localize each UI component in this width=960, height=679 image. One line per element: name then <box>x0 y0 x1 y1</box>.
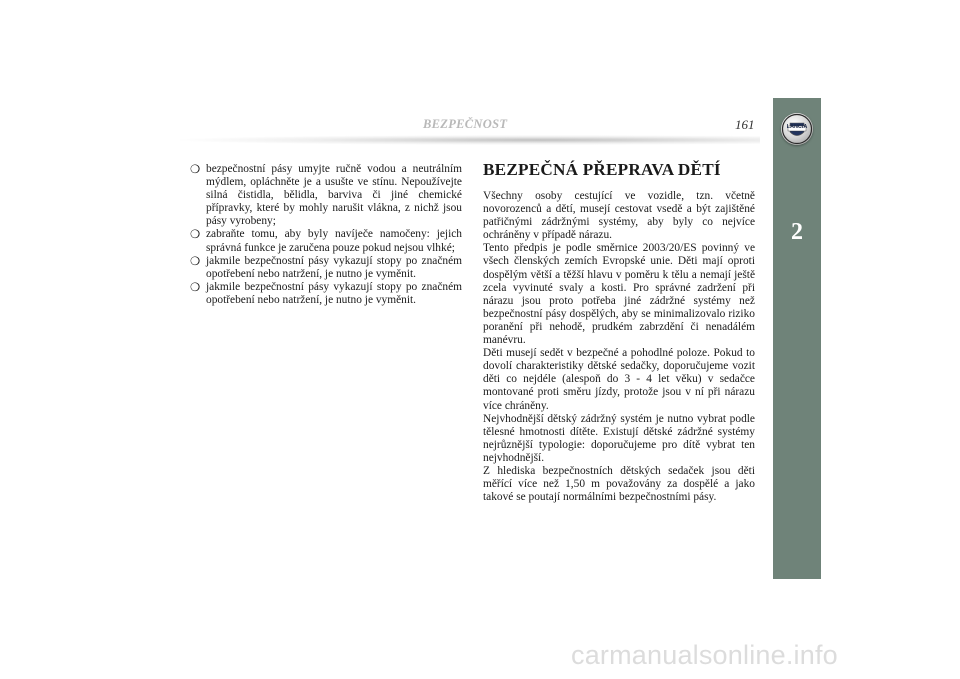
list-item-text: jakmile bezpečnostní pásy vykazují stopy po značném opotřebení nebo natržení, je nutno je vyměnit. <box>206 280 462 306</box>
list-item-text: jakmile bezpečnostní pásy vykazují stopy po značném opotřebení nebo natržení, je nutno je vyměnit. <box>206 254 462 280</box>
list-item <box>190 255 462 281</box>
list-item <box>190 163 462 228</box>
child-safety-section <box>483 160 755 504</box>
body-paragraph: Nejvhodnější dětský zádržný systém je nutno vybrat podle tělesné hmotnosti dítěte. Existují dětské zádržné systémy nejrůznější typologie: doporučujeme pro dítě vybrat ten nejvhodnější. <box>483 412 755 464</box>
circle-bullet-icon: ❍ <box>190 279 201 294</box>
body-paragraph: Tento předpis je podle směrnice 2003/20/ES povinný ve všech členských zemích Evropské unie. Děti mají oproti dospělým větší a těžší hlavu v poměru k tělu a nemají ještě zcela vyvinuté svaly a kosti. Pro správné zadržení při nárazu jsou proto potřeba jiné zádržné systémy než bezpečnostní pásy dospělých, aby se minimalizovalo riziko poranění při nehodě, prudkém zabrzdění či nenadálém manévru. <box>483 242 755 347</box>
list-item <box>190 281 462 307</box>
page-number: 161 <box>735 117 755 132</box>
section-heading: BEZPEČNÁ PŘEPRAVA DĚTÍ <box>483 160 721 179</box>
running-header-title: BEZPEČNOST <box>423 117 508 131</box>
body-paragraph: Děti musejí sedět v bezpečné a pohodlné poloze. Pokud to dovolí charakteristiky dětské sedačky, doporučujeme vozit děti co nejdéle (alespoň do 3 - 4 let věku) v sedačce montované proti směru jízdy, protože jsou v ní při nárazu více chráněny. <box>483 347 755 412</box>
list-item-text: zabraňte tomu, aby byly navíječe namočeny: jejich správná funkce je zaručena pouze pokud nejsou vlhké; <box>206 228 462 254</box>
section-side-tab <box>773 98 821 579</box>
list-item <box>190 228 462 254</box>
circle-bullet-icon: ❍ <box>190 253 201 268</box>
section-number: 2 <box>791 219 803 245</box>
bullet-list <box>190 163 462 307</box>
logo-wordmark: LANCIA <box>786 124 808 130</box>
site-watermark: carmanualsonline.info <box>571 640 838 670</box>
list-item-text: bezpečnostní pásy umyjte ručně vodou a neutrálním mýdlem, opláchněte je a usušte ve stínu. Nepoužívejte silná čistidla, bělidla, barviva či jiné chemické přípravky, které by mohly narušit vlákna, z nichž jsou pásy vyrobeny; <box>206 163 462 228</box>
body-paragraph: Všechny osoby cestující ve vozidle, tzn. včetně novorozenců a dětí, musejí cestovat vsedě a být zajištěné patřičnými zádržnými systémy, aby byly co nejvíce ochráněny v případě nárazu. <box>483 190 755 242</box>
body-paragraph: Z hlediska bezpečnostních dětských sedaček jsou děti měřící více než 1,50 m považovány za dospělé a jako takové se poutají normálními bezpečnostními pásy. <box>483 464 755 504</box>
lancia-logo-icon <box>781 113 813 145</box>
circle-bullet-icon: ❍ <box>190 162 201 176</box>
circle-bullet-icon: ❍ <box>190 227 201 242</box>
header-divider <box>180 135 760 145</box>
